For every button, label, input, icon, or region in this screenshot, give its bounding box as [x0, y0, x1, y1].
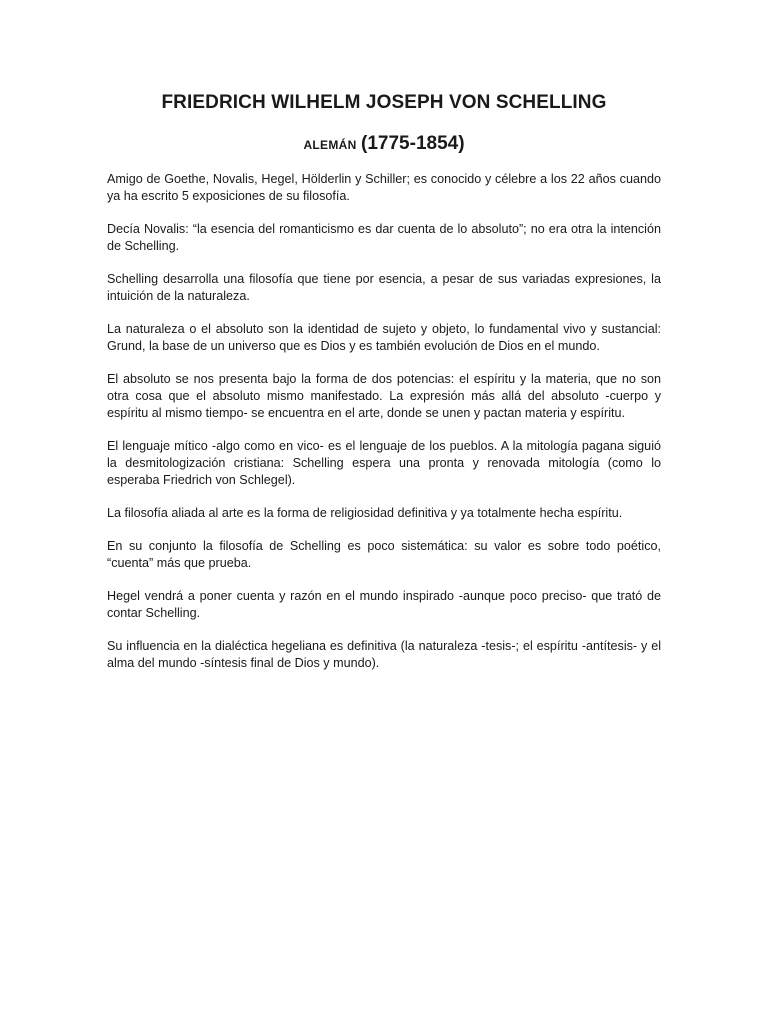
paragraph: Su influencia en la dialéctica hegeliana es definitiva (la naturaleza -tesis-; el espíritu -antítesis- y el alma del mundo -síntesis final de Dios y mundo).: [107, 639, 661, 670]
document-title: FRIEDRICH WILHELM JOSEPH VON SCHELLING: [161, 92, 607, 113]
document-subtitle: [0, 133, 768, 155]
paragraph: Decía Novalis: “la esencia del romanticismo es dar cuenta de lo absoluto”; no era otra la intención de Schelling.: [107, 222, 661, 253]
paragraph: La naturaleza o el absoluto son la identidad de sujeto y objeto, lo fundamental vivo y sustancial: Grund, la base de un universo que es Dios y es también evolución de Dios en el mundo.: [107, 322, 661, 353]
life-dates: (1775-1854): [361, 133, 465, 154]
paragraph: Amigo de Goethe, Novalis, Hegel, Hölderlin y Schiller; es conocido y célebre a los 22 años cuando ya ha escrito 5 exposiciones de su filosofía.: [107, 172, 661, 203]
document-body: [107, 171, 661, 688]
paragraph: El lenguaje mítico -algo como en vico- es el lenguaje de los pueblos. A la mitología pagana siguió la desmitologización cristiana: Schelling espera una pronta y renovada mitología (como lo esperaba Friedrich von Schlegel).: [107, 439, 661, 487]
nationality-label: ALEMÁN: [303, 138, 357, 152]
paragraph: El absoluto se nos presenta bajo la forma de dos potencias: el espíritu y la materia, que no son otra cosa que el absoluto mismo manifestado. La expresión más allá del absoluto -cuerpo y espíritu al mismo tiempo- se encuentra en el arte, donde se unen y pactan materia y espíritu.: [107, 372, 661, 420]
paragraph: Schelling desarrolla una filosofía que tiene por esencia, a pesar de sus variadas expresiones, la intuición de la naturaleza.: [107, 272, 661, 303]
paragraph: La filosofía aliada al arte es la forma de religiosidad definitiva y ya totalmente hecha espíritu.: [107, 506, 623, 520]
paragraph: Hegel vendrá a poner cuenta y razón en el mundo inspirado -aunque poco preciso- que trató de contar Schelling.: [107, 589, 661, 620]
paragraph: En su conjunto la filosofía de Schelling es poco sistemática: su valor es sobre todo poético, “cuenta” más que prueba.: [107, 539, 661, 570]
